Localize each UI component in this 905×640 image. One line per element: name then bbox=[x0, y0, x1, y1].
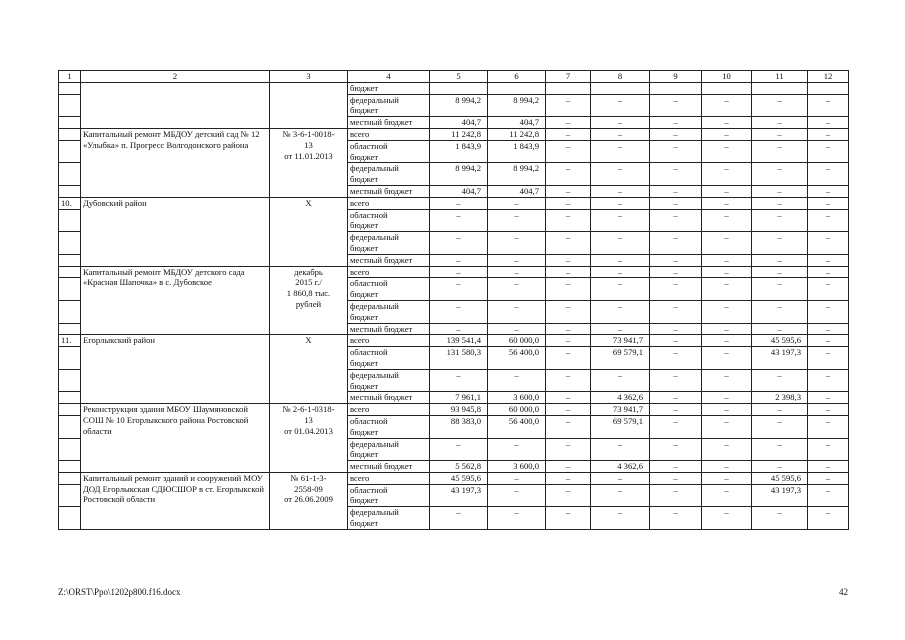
table-cell: – bbox=[752, 232, 808, 255]
table-cell bbox=[59, 94, 81, 117]
table-cell: 73 941,7 bbox=[591, 404, 650, 416]
table-cell: федеральный бюджет bbox=[348, 94, 430, 117]
table-cell bbox=[808, 82, 849, 94]
table-cell: – bbox=[591, 278, 650, 301]
table-cell: – bbox=[650, 404, 702, 416]
budget-table bbox=[58, 70, 849, 530]
table-cell: – bbox=[752, 266, 808, 278]
table-cell: – bbox=[488, 369, 546, 392]
table-cell: Капитальный ремонт зданий и сооружений МОУ ДОД Егорлыкская СДЮСШОР в ст. Егорлыкской Ростовской области bbox=[81, 472, 270, 529]
table-cell: – bbox=[752, 117, 808, 129]
table-cell: 56 400,0 bbox=[488, 347, 546, 370]
table-cell: – bbox=[702, 472, 752, 484]
table-cell: – bbox=[546, 254, 591, 266]
table-cell: – bbox=[702, 163, 752, 186]
table-cell: 3 600,0 bbox=[488, 392, 546, 404]
table-cell bbox=[59, 185, 81, 197]
table-cell: – bbox=[650, 278, 702, 301]
header-cell: 10 bbox=[702, 71, 752, 83]
table-cell: – bbox=[752, 300, 808, 323]
table-cell: 1 843,9 bbox=[488, 140, 546, 163]
table-cell: – bbox=[650, 484, 702, 507]
table-cell: Капитальный ремонт МБДОУ детский сад № 12 «Улыбка» п. Прогресс Волгодонского района bbox=[81, 128, 270, 197]
table-cell: – bbox=[650, 415, 702, 438]
table-cell bbox=[59, 117, 81, 129]
table-cell: – bbox=[546, 507, 591, 530]
table-cell: 69 579,1 bbox=[591, 347, 650, 370]
table-row bbox=[59, 335, 849, 347]
table-cell: – bbox=[546, 128, 591, 140]
table-cell bbox=[81, 82, 270, 128]
table-cell: – bbox=[808, 461, 849, 473]
table-cell: – bbox=[752, 254, 808, 266]
table-cell: Х bbox=[270, 197, 348, 266]
table-cell: – bbox=[546, 472, 591, 484]
table-cell: 404,7 bbox=[488, 185, 546, 197]
page-number: 42 bbox=[839, 587, 848, 597]
table-cell: 404,7 bbox=[430, 117, 488, 129]
table-cell: – bbox=[546, 140, 591, 163]
table-cell: – bbox=[591, 185, 650, 197]
table-row bbox=[59, 128, 849, 140]
table-cell: местный бюджет bbox=[348, 323, 430, 335]
table-cell: – bbox=[650, 266, 702, 278]
table-cell bbox=[59, 232, 81, 255]
table-cell: – bbox=[808, 232, 849, 255]
table-cell: – bbox=[430, 197, 488, 209]
table-cell: 45 595,6 bbox=[752, 472, 808, 484]
table-cell: 69 579,1 bbox=[591, 415, 650, 438]
table-cell: – bbox=[650, 197, 702, 209]
table-cell: – bbox=[808, 117, 849, 129]
table-cell: – bbox=[650, 438, 702, 461]
table-cell: – bbox=[752, 369, 808, 392]
table-cell: местный бюджет bbox=[348, 185, 430, 197]
table-cell: 10. bbox=[59, 197, 81, 209]
table-cell bbox=[650, 82, 702, 94]
table-cell: 88 383,0 bbox=[430, 415, 488, 438]
table-cell: – bbox=[808, 128, 849, 140]
table-cell: – bbox=[808, 404, 849, 416]
table-cell: федеральный бюджет bbox=[348, 300, 430, 323]
table-cell: – bbox=[702, 507, 752, 530]
table-cell bbox=[59, 140, 81, 163]
header-cell: 8 bbox=[591, 71, 650, 83]
table-cell: – bbox=[702, 438, 752, 461]
table-cell: всего bbox=[348, 128, 430, 140]
table-cell: – bbox=[546, 461, 591, 473]
table-cell: – bbox=[546, 163, 591, 186]
table-cell: – bbox=[546, 278, 591, 301]
table-cell bbox=[59, 472, 81, 484]
table-cell: – bbox=[430, 323, 488, 335]
table-cell: – bbox=[591, 254, 650, 266]
table-cell: 93 945,8 bbox=[430, 404, 488, 416]
footer-file-path: Z:\ORST\Ppo\1202p800.f16.docx bbox=[58, 587, 181, 597]
table-cell: – bbox=[650, 254, 702, 266]
table-cell bbox=[59, 484, 81, 507]
table-cell: 2 398,3 bbox=[752, 392, 808, 404]
header-cell: 5 bbox=[430, 71, 488, 83]
table-cell: 60 000,0 bbox=[488, 335, 546, 347]
table-cell: – bbox=[702, 209, 752, 232]
table-cell: – bbox=[702, 415, 752, 438]
table-cell: – bbox=[650, 507, 702, 530]
table-cell: Капитальный ремонт МБДОУ детского сада «Красная Шапочка» в с. Дубовское bbox=[81, 266, 270, 335]
table-cell: – bbox=[702, 94, 752, 117]
table-cell: – bbox=[702, 300, 752, 323]
table-cell: – bbox=[650, 347, 702, 370]
table-cell: – bbox=[430, 266, 488, 278]
table-cell: – bbox=[546, 484, 591, 507]
table-cell: – bbox=[752, 404, 808, 416]
table-cell: – bbox=[752, 278, 808, 301]
table-cell: – bbox=[546, 323, 591, 335]
table-cell: – bbox=[808, 254, 849, 266]
table-cell: – bbox=[591, 323, 650, 335]
table-cell bbox=[59, 209, 81, 232]
table-cell bbox=[59, 404, 81, 416]
table-row bbox=[59, 404, 849, 416]
table-cell: местный бюджет bbox=[348, 254, 430, 266]
table-cell: – bbox=[430, 278, 488, 301]
table-cell bbox=[59, 392, 81, 404]
table-cell: – bbox=[488, 278, 546, 301]
table-row bbox=[59, 266, 849, 278]
table-cell bbox=[430, 82, 488, 94]
table-cell bbox=[59, 438, 81, 461]
table-cell: – bbox=[702, 197, 752, 209]
table-cell: 8 994,2 bbox=[430, 94, 488, 117]
table-cell: – bbox=[591, 117, 650, 129]
table-cell: – bbox=[808, 335, 849, 347]
table-cell: областной бюджет bbox=[348, 278, 430, 301]
table-cell: – bbox=[702, 254, 752, 266]
table-cell: – bbox=[591, 232, 650, 255]
table-cell: местный бюджет bbox=[348, 117, 430, 129]
table-cell: 43 197,3 bbox=[752, 347, 808, 370]
table-cell: – bbox=[702, 278, 752, 301]
table-cell: – bbox=[430, 209, 488, 232]
table-cell: Реконструкция здания МБОУ Шаумяновской СОШ № 10 Егорлыкского района Ростовской области bbox=[81, 404, 270, 473]
table-cell: 73 941,7 bbox=[591, 335, 650, 347]
table-cell bbox=[59, 507, 81, 530]
table-cell: 60 000,0 bbox=[488, 404, 546, 416]
table-cell bbox=[270, 82, 348, 128]
table-cell bbox=[59, 128, 81, 140]
table-cell: всего bbox=[348, 197, 430, 209]
table-cell: – bbox=[591, 369, 650, 392]
table-cell: Х bbox=[270, 335, 348, 404]
table-cell bbox=[591, 82, 650, 94]
table-cell: – bbox=[591, 94, 650, 117]
table-cell: – bbox=[752, 197, 808, 209]
table-row bbox=[59, 472, 849, 484]
table-cell: – bbox=[546, 335, 591, 347]
table-cell: – bbox=[546, 369, 591, 392]
table-cell: – bbox=[488, 266, 546, 278]
table-cell: бюджет bbox=[348, 82, 430, 94]
table-cell: – bbox=[808, 347, 849, 370]
table-cell: – bbox=[488, 300, 546, 323]
table-cell: – bbox=[430, 300, 488, 323]
table-cell: 8 994,2 bbox=[430, 163, 488, 186]
table-cell: 11 242,8 bbox=[430, 128, 488, 140]
table-cell: – bbox=[808, 185, 849, 197]
table-cell: – bbox=[808, 369, 849, 392]
table-cell: – bbox=[546, 300, 591, 323]
table-cell: – bbox=[546, 415, 591, 438]
table-cell: – bbox=[702, 140, 752, 163]
table-cell: 11 242,8 bbox=[488, 128, 546, 140]
table-cell: – bbox=[430, 369, 488, 392]
table-cell: 45 595,6 bbox=[430, 472, 488, 484]
table-cell: – bbox=[650, 128, 702, 140]
table-cell: – bbox=[702, 232, 752, 255]
table-cell: 4 362,6 bbox=[591, 392, 650, 404]
table-cell: 404,7 bbox=[430, 185, 488, 197]
table-cell: – bbox=[808, 197, 849, 209]
header-cell: 6 bbox=[488, 71, 546, 83]
table-cell: – bbox=[808, 323, 849, 335]
table-cell: – bbox=[808, 278, 849, 301]
table-cell: – bbox=[488, 232, 546, 255]
table-cell: – bbox=[650, 140, 702, 163]
table-row bbox=[59, 197, 849, 209]
table-cell: – bbox=[702, 185, 752, 197]
table-cell: – bbox=[808, 438, 849, 461]
table-cell bbox=[59, 266, 81, 278]
table-cell: – bbox=[650, 323, 702, 335]
table-cell: – bbox=[430, 438, 488, 461]
table-cell: – bbox=[650, 392, 702, 404]
table-cell: 43 197,3 bbox=[430, 484, 488, 507]
table-cell: областной бюджет bbox=[348, 484, 430, 507]
table-cell: № 3-6-1-0018- 13 от 11.01.2013 bbox=[270, 128, 348, 197]
table-cell: – bbox=[546, 117, 591, 129]
table-cell: – bbox=[808, 163, 849, 186]
table-cell: федеральный бюджет bbox=[348, 163, 430, 186]
table-cell: Дубовский район bbox=[81, 197, 270, 266]
table-cell: – bbox=[591, 438, 650, 461]
table-cell: – bbox=[752, 185, 808, 197]
table-cell: – bbox=[808, 415, 849, 438]
table-cell bbox=[59, 369, 81, 392]
table-cell: – bbox=[752, 461, 808, 473]
table-cell: – bbox=[546, 392, 591, 404]
table-cell: – bbox=[546, 209, 591, 232]
table-cell: – bbox=[650, 461, 702, 473]
table-cell: – bbox=[650, 185, 702, 197]
table-cell: – bbox=[430, 254, 488, 266]
table-cell bbox=[702, 82, 752, 94]
table-cell: – bbox=[488, 254, 546, 266]
table-cell: – bbox=[702, 347, 752, 370]
table-cell: – bbox=[591, 197, 650, 209]
table-cell: – bbox=[702, 392, 752, 404]
table-cell: – bbox=[650, 232, 702, 255]
table-cell: 43 197,3 bbox=[752, 484, 808, 507]
table-cell: федеральный бюджет bbox=[348, 507, 430, 530]
table-cell bbox=[59, 254, 81, 266]
table-cell: – bbox=[546, 438, 591, 461]
table-cell: – bbox=[650, 472, 702, 484]
table-cell: всего bbox=[348, 335, 430, 347]
header-cell: 9 bbox=[650, 71, 702, 83]
table-cell: – bbox=[808, 300, 849, 323]
table-cell: – bbox=[488, 484, 546, 507]
table-cell: – bbox=[546, 404, 591, 416]
table-cell: – bbox=[546, 266, 591, 278]
table-cell: 139 541,4 bbox=[430, 335, 488, 347]
table-cell: – bbox=[752, 140, 808, 163]
header-cell: 12 bbox=[808, 71, 849, 83]
table-cell: – bbox=[591, 472, 650, 484]
table-cell: – bbox=[430, 232, 488, 255]
table-cell: – bbox=[591, 140, 650, 163]
table-cell: – bbox=[591, 266, 650, 278]
table-cell: – bbox=[488, 197, 546, 209]
table-cell: – bbox=[546, 94, 591, 117]
table-cell: – bbox=[546, 232, 591, 255]
table-cell: – bbox=[702, 484, 752, 507]
table-cell bbox=[59, 323, 81, 335]
table-cell: – bbox=[591, 209, 650, 232]
table-cell: 131 580,3 bbox=[430, 347, 488, 370]
table-cell: – bbox=[488, 438, 546, 461]
table-cell: – bbox=[488, 472, 546, 484]
table-cell: – bbox=[808, 140, 849, 163]
table-cell bbox=[59, 461, 81, 473]
table-cell: – bbox=[752, 128, 808, 140]
table-cell: – bbox=[702, 117, 752, 129]
header-row bbox=[59, 71, 849, 83]
table-cell bbox=[59, 300, 81, 323]
table-cell: – bbox=[702, 266, 752, 278]
table-cell: – bbox=[702, 323, 752, 335]
table-cell: – bbox=[808, 94, 849, 117]
table-cell: – bbox=[650, 94, 702, 117]
table-cell: – bbox=[650, 300, 702, 323]
table-cell: местный бюджет bbox=[348, 392, 430, 404]
table-cell: 404,7 bbox=[488, 117, 546, 129]
table-cell: федеральный бюджет bbox=[348, 438, 430, 461]
table-cell: 45 595,6 bbox=[752, 335, 808, 347]
header-cell: 2 bbox=[81, 71, 270, 83]
table-cell: – bbox=[752, 415, 808, 438]
table-cell: – bbox=[808, 507, 849, 530]
table-cell: № 61-1-3- 2558-09 от 26.06.2009 bbox=[270, 472, 348, 529]
table-cell: областной бюджет bbox=[348, 140, 430, 163]
table-cell: всего bbox=[348, 266, 430, 278]
table-cell: Егорлыкский район bbox=[81, 335, 270, 404]
table-cell: – bbox=[591, 128, 650, 140]
table-cell bbox=[546, 82, 591, 94]
table-cell: областной бюджет bbox=[348, 209, 430, 232]
table-cell: 4 362,6 bbox=[591, 461, 650, 473]
table-cell: – bbox=[808, 266, 849, 278]
table-cell: – bbox=[430, 507, 488, 530]
table-cell: федеральный бюджет bbox=[348, 232, 430, 255]
table-cell: – bbox=[546, 347, 591, 370]
table-cell: – bbox=[591, 507, 650, 530]
table-row bbox=[59, 82, 849, 94]
table-cell: – bbox=[808, 209, 849, 232]
table-cell bbox=[59, 415, 81, 438]
table-cell: – bbox=[752, 94, 808, 117]
table-cell: – bbox=[591, 163, 650, 186]
table-cell: № 2-6-1-0318- 13 от 01.04.2013 bbox=[270, 404, 348, 473]
table-cell: – bbox=[808, 484, 849, 507]
table-cell: всего bbox=[348, 472, 430, 484]
table-cell: 11. bbox=[59, 335, 81, 347]
table-cell: – bbox=[752, 323, 808, 335]
table-cell: – bbox=[650, 163, 702, 186]
table-cell: – bbox=[650, 209, 702, 232]
table-cell: 1 843,9 bbox=[430, 140, 488, 163]
table-cell: федеральный бюджет bbox=[348, 369, 430, 392]
table-cell: – bbox=[752, 507, 808, 530]
table-cell: – bbox=[488, 507, 546, 530]
table-cell: – bbox=[546, 197, 591, 209]
table-cell: 3 600,0 bbox=[488, 461, 546, 473]
table-cell: 8 994,2 bbox=[488, 163, 546, 186]
table-cell: – bbox=[488, 323, 546, 335]
table-cell bbox=[59, 347, 81, 370]
table-cell bbox=[59, 278, 81, 301]
table-cell: – bbox=[752, 209, 808, 232]
table-cell bbox=[752, 82, 808, 94]
table-cell: – bbox=[702, 335, 752, 347]
table-cell: – bbox=[808, 472, 849, 484]
table-cell: – bbox=[702, 128, 752, 140]
table-cell: – bbox=[752, 438, 808, 461]
header-cell: 4 bbox=[348, 71, 430, 83]
table-cell: – bbox=[591, 484, 650, 507]
table-cell: – bbox=[650, 117, 702, 129]
table-cell: – bbox=[650, 369, 702, 392]
header-cell: 11 bbox=[752, 71, 808, 83]
table-cell: – bbox=[702, 369, 752, 392]
header-cell: 7 bbox=[546, 71, 591, 83]
table-cell: – bbox=[546, 185, 591, 197]
table-cell: областной бюджет bbox=[348, 415, 430, 438]
table-cell bbox=[59, 163, 81, 186]
table-cell: – bbox=[702, 461, 752, 473]
table-cell: – bbox=[591, 300, 650, 323]
table-cell: 8 994,2 bbox=[488, 94, 546, 117]
header-cell: 1 bbox=[59, 71, 81, 83]
table-cell bbox=[59, 82, 81, 94]
table-cell: – bbox=[650, 335, 702, 347]
table-cell: 5 562,8 bbox=[430, 461, 488, 473]
table-cell: – bbox=[752, 163, 808, 186]
table-cell: всего bbox=[348, 404, 430, 416]
table-cell: – bbox=[808, 392, 849, 404]
table-cell: – bbox=[488, 209, 546, 232]
table-cell: областной бюджет bbox=[348, 347, 430, 370]
table-cell: местный бюджет bbox=[348, 461, 430, 473]
table-cell: 7 961,1 bbox=[430, 392, 488, 404]
table-cell bbox=[488, 82, 546, 94]
table-cell: декабрь 2015 г./ 1 860,8 тыс. рублей bbox=[270, 266, 348, 335]
table-cell: 56 400,0 bbox=[488, 415, 546, 438]
table-cell: – bbox=[702, 404, 752, 416]
header-cell: 3 bbox=[270, 71, 348, 83]
